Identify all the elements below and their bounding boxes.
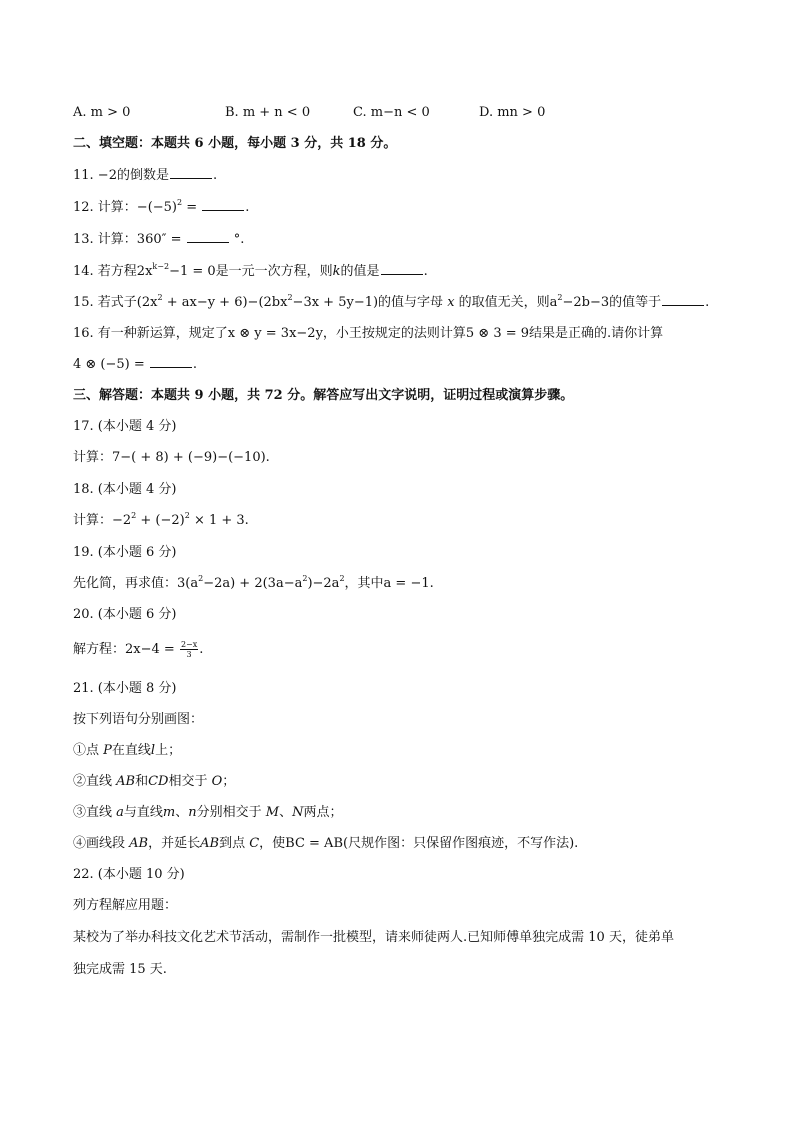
question-22-line1: 某校为了举办科技文化艺术节活动，需制作一批模型，请来师徒两人.已知师傅单独完成需 10 天，徒弟单 [73,930,674,945]
var: AB [200,836,220,851]
q20-end: . [199,642,204,657]
question-13 [73,231,244,248]
q15-p4: 的取值无关，则a [454,295,558,310]
question-21-item-3 [73,805,343,821]
question-22-line2: 独完成需 15 天. [73,962,167,977]
question-20-title: 20. (本小题 6 分) [73,607,177,622]
text: 上； [155,743,182,758]
question-12 [73,199,249,216]
q12-mid: = [182,200,202,215]
text: ，使BC = AB(尺规作图：只保留作图痕迹，不写作法). [259,836,579,851]
q14-end: . [423,264,428,279]
q19-s2: 2 [302,574,308,583]
question-15 [73,294,709,311]
var: AB [116,774,136,789]
question-14 [73,263,428,280]
q14-post: 的值是 [340,264,380,279]
q11-text: 11. −2的倒数是 [73,168,169,183]
text: 与直线 [123,805,163,820]
option-d: D. mn > 0 [479,105,546,120]
answer-blank [381,263,423,275]
q18-s2: 2 [184,511,190,520]
text: 到点 [219,836,250,851]
q13-end: °. [233,232,245,247]
text: ②直线 [73,774,117,789]
fraction-denominator: 3 [186,650,192,659]
var: P [103,743,112,758]
fraction-numerator: 2−x [180,640,198,649]
q13-pre: 13. 计算：360″ = [73,232,186,247]
text: ，并延长 [148,836,201,851]
text: ③直线 [73,805,117,820]
option-b: B. m + n < 0 [225,105,311,120]
q18-p3: × 1 + 3. [189,513,249,528]
text: 相交于 [168,774,212,789]
q16-line2: 4 ⊗ (−5) = [73,357,149,372]
text: ④画线段 [73,836,130,851]
var: O [211,774,223,789]
q12-sup: 2 [177,198,183,207]
q15-p1: 15. 若式子(2x [73,295,158,310]
var: l [150,743,156,758]
option-c: C. m−n < 0 [353,105,430,120]
option-a: A. m > 0 [73,105,131,120]
q12-pre: 12. 计算：−(−5) [73,200,178,215]
var: CD [148,774,169,789]
text: 分别相交于 [196,805,266,820]
question-21-title: 21. (本小题 8 分) [73,681,177,696]
q15-s1: 2 [157,293,163,302]
question-19-title: 19. (本小题 6 分) [73,545,177,560]
section-2-header: 二、填空题：本题共 6 小题，每小题 3 分，共 18 分。 [73,136,397,151]
question-16-line1: 16. 有一种新运算，规定了x ⊗ y = 3x−2y，小王按规定的法则计算5 ⊗ 3 = 9结果是正确的.请你计算 [73,326,664,341]
text: 和 [135,774,149,789]
q16-end: . [192,357,198,372]
q18-s1: 2 [131,511,137,520]
section-3-header: 三、解答题：本题共 9 小题，共 72 分。解答应写出文字说明，证明过程或演算步骤。 [73,388,574,403]
q14-mid: −1 = 0是一元一次方程，则 [169,264,333,279]
question-11 [73,167,217,184]
q19-p4: ，其中a = −1. [344,576,434,591]
text: 、 [279,805,293,820]
q20-pre: 解方程：2x−4 = [73,642,179,657]
q19-s1: 2 [198,574,204,583]
q15-s3: 2 [557,293,563,302]
q12-end: . [245,200,250,215]
q15-p2: + ax−y + 6)−(2bx [162,295,288,310]
var: N [292,805,304,820]
answer-blank [170,167,212,179]
question-22-intro: 列方程解应用题： [73,898,178,913]
q15-p3: −3x + 5y−1)的值与字母 [292,295,448,310]
answer-blank [150,356,192,368]
q14-var: k [332,264,341,279]
question-22-title: 22. (本小题 10 分) [73,867,185,882]
question-20-body [73,640,203,659]
question-21-item-4 [73,836,578,852]
q14-sup: k−2 [152,262,170,271]
var: C [249,836,260,851]
q19-p2: −2a) + 2(3a−a [203,576,303,591]
question-19-body [73,576,434,592]
var: m [162,805,176,820]
var: M [265,805,280,820]
answer-blank [187,231,229,243]
q15-var: x [447,295,455,310]
question-21-intro: 按下列语句分别画图： [73,712,204,727]
question-16-line2 [73,356,197,373]
text: 、 [175,805,189,820]
q15-p5: −2b−3的值等于 [562,295,662,310]
q19-p1: 先化简，再求值：3(a [73,576,199,591]
q15-s2: 2 [287,293,293,302]
fraction [180,640,198,659]
var: a [116,805,124,820]
question-18-title: 18. (本小题 4 分) [73,482,177,497]
q15-end: . [705,295,710,310]
text: ； [222,774,236,789]
question-21-item-1 [73,743,181,759]
answer-blank [202,199,244,211]
question-21-item-2 [73,774,235,790]
question-17-body: 计算：7−( + 8) + (−9)−(−10). [73,450,270,465]
q18-p2: + (−2) [136,513,185,528]
q11-end: . [212,168,218,183]
answer-blank [662,294,704,306]
q14-pre: 14. 若方程2x [73,264,153,279]
var: n [188,805,197,820]
var: AB [129,836,149,851]
question-17-title: 17. (本小题 4 分) [73,419,177,434]
text: 两点； [303,805,343,820]
q18-p1: 计算：−2 [73,513,132,528]
q19-s3: 2 [339,574,345,583]
text: 在直线 [111,743,151,758]
text: ①点 [73,743,104,758]
q19-p3: )−2a [307,576,340,591]
question-18-body [73,513,249,529]
